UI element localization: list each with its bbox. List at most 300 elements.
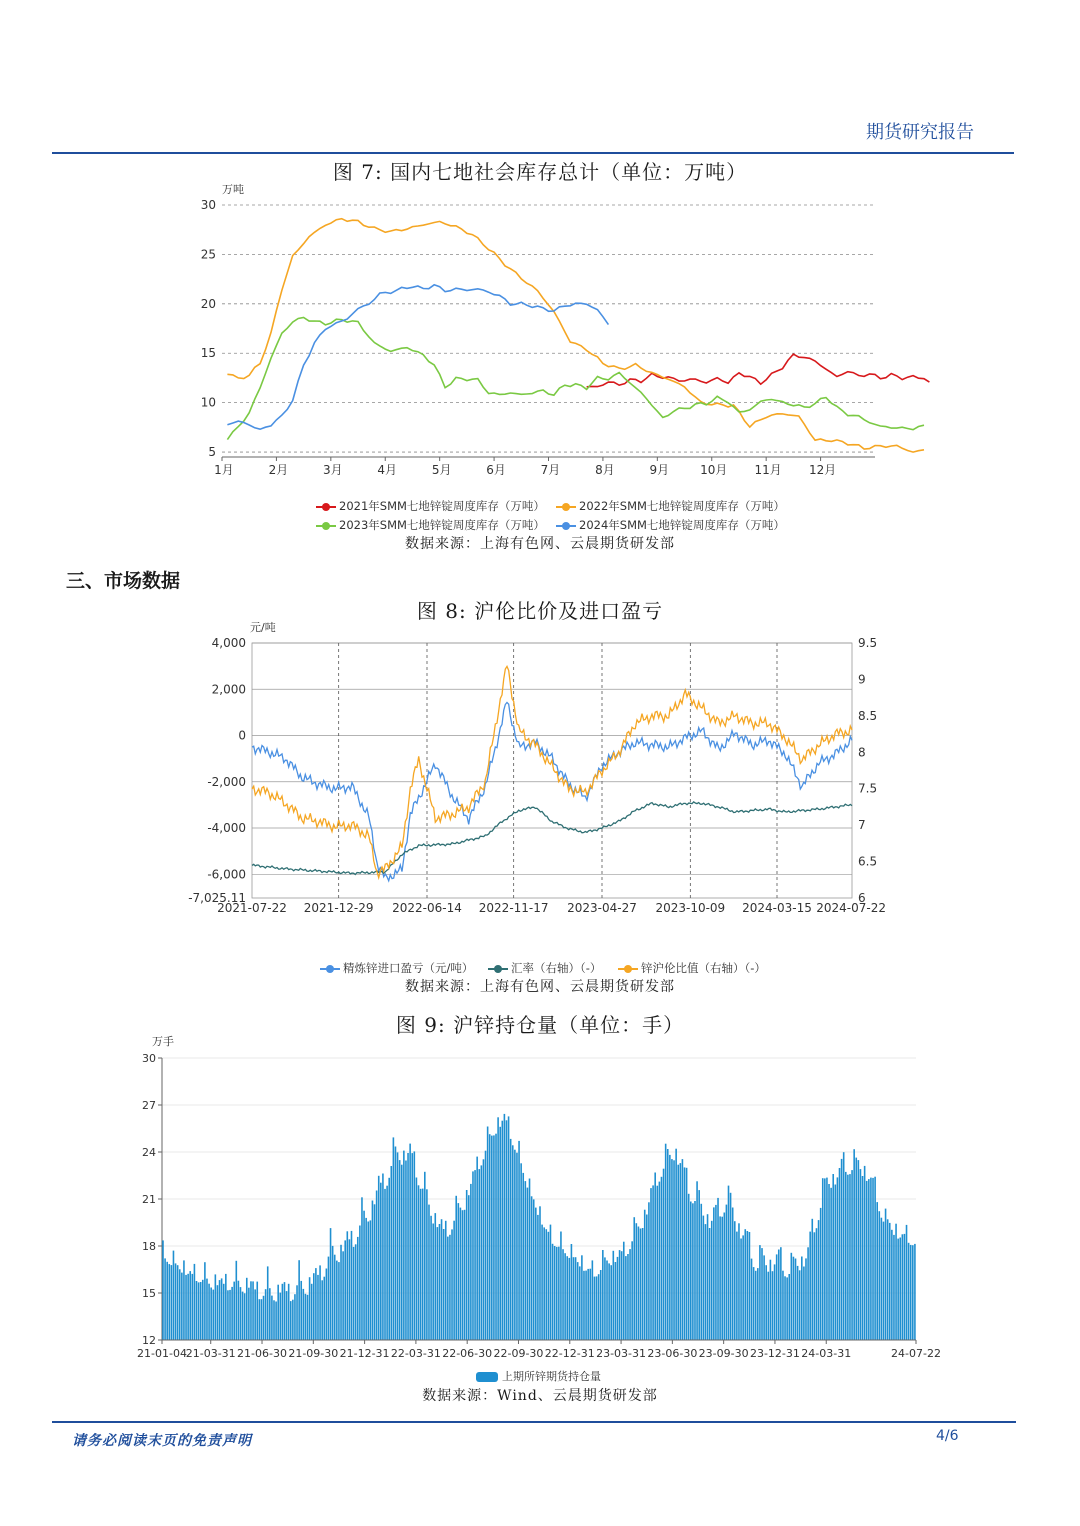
bar [581, 1255, 583, 1340]
bar [418, 1185, 420, 1340]
bar [782, 1271, 784, 1340]
bar [512, 1145, 514, 1340]
bar [566, 1256, 568, 1340]
legend-item-fx [488, 960, 601, 976]
bar [560, 1232, 562, 1341]
x-tick-label: 10月 [700, 463, 728, 477]
legend-marker [476, 1372, 498, 1382]
bar [715, 1205, 717, 1340]
figure-7-legend [0, 498, 1080, 538]
bar [541, 1225, 543, 1340]
bar [636, 1223, 638, 1340]
bar [550, 1225, 552, 1340]
series-line-2024 [227, 285, 608, 429]
bar [351, 1231, 353, 1340]
bar [432, 1224, 434, 1341]
bar [342, 1251, 344, 1340]
bar [594, 1277, 596, 1340]
bar [340, 1245, 342, 1340]
bar [198, 1282, 200, 1340]
bar [393, 1137, 395, 1340]
legend-marker [316, 521, 336, 530]
bar [399, 1160, 401, 1340]
bar [780, 1247, 782, 1340]
bar [596, 1276, 598, 1340]
y-tick-label: 27 [142, 1099, 156, 1112]
bar [533, 1199, 535, 1340]
bar [554, 1246, 556, 1340]
bar [726, 1205, 728, 1340]
y2-tick-label: 6.5 [858, 854, 878, 869]
legend-item-open-interest [476, 1368, 601, 1384]
bar [755, 1271, 757, 1340]
bar [447, 1237, 449, 1340]
bar [183, 1260, 185, 1340]
bar [791, 1253, 793, 1340]
bar [284, 1282, 286, 1340]
y2-tick-label: 8 [858, 745, 866, 760]
bar [717, 1198, 719, 1340]
bar [902, 1234, 904, 1340]
bar [244, 1293, 246, 1340]
bar [680, 1163, 682, 1340]
page-number: 4/6 [936, 1428, 959, 1444]
bar [261, 1299, 263, 1340]
bar [455, 1196, 457, 1340]
bar [491, 1136, 493, 1340]
x-tick-label: 23-03-31 [596, 1347, 647, 1360]
bar [221, 1278, 223, 1340]
header-title: 期货研究报告 [866, 122, 974, 143]
bar [602, 1250, 604, 1340]
bar [206, 1279, 208, 1340]
bar [384, 1189, 386, 1340]
bar [265, 1289, 267, 1340]
bar [460, 1208, 462, 1340]
bar [887, 1219, 889, 1340]
x-tick-label: 9月 [649, 463, 670, 477]
bar [696, 1181, 698, 1340]
bar [629, 1249, 631, 1340]
bar [615, 1262, 617, 1340]
legend-label: 2023年SMM七地锌锭周度库存（万吨） [339, 518, 545, 532]
bar [474, 1170, 476, 1340]
bar [711, 1221, 713, 1340]
bar [847, 1175, 849, 1340]
bar [587, 1269, 589, 1340]
figure-9-title: 图 9: 沪锌持仓量（单位：手） [395, 1013, 685, 1037]
bar [694, 1201, 696, 1340]
bar [256, 1282, 258, 1340]
bar [690, 1202, 692, 1341]
bar [414, 1151, 416, 1340]
y-tick-label: 10 [200, 395, 216, 410]
bar [344, 1240, 346, 1340]
bar [719, 1216, 721, 1340]
bar [164, 1258, 166, 1340]
bar [625, 1256, 627, 1340]
bar [493, 1135, 495, 1340]
bar [319, 1265, 321, 1340]
legend-marker [618, 964, 638, 973]
bar [405, 1161, 407, 1341]
x-tick-label: 2023-04-27 [567, 901, 637, 915]
figure-9-chart [0, 1032, 1080, 1362]
bar [420, 1189, 422, 1340]
bar [849, 1174, 851, 1340]
bar [514, 1150, 516, 1340]
bar [751, 1259, 753, 1340]
y-tick-label: 18 [142, 1240, 156, 1253]
bar [238, 1281, 240, 1340]
bar [747, 1231, 749, 1340]
bar [776, 1254, 778, 1340]
bar [543, 1227, 545, 1340]
bar [906, 1225, 908, 1340]
bar [439, 1224, 441, 1340]
figure-9-source: 数据来源：Wind、云晨期货研发部 [422, 1388, 658, 1404]
bar [489, 1134, 491, 1340]
bar [217, 1285, 219, 1340]
x-tick-label: 12月 [808, 463, 837, 477]
bar [732, 1208, 734, 1341]
bar [386, 1186, 388, 1340]
bar [537, 1215, 539, 1340]
bar [589, 1269, 591, 1340]
x-tick-label: 24-07-22 [891, 1347, 941, 1360]
bar [464, 1210, 466, 1340]
bar [478, 1169, 480, 1340]
y-tick-label: 5 [208, 445, 216, 460]
bar [462, 1210, 464, 1340]
bar [646, 1215, 648, 1341]
bar [610, 1265, 612, 1340]
bar [288, 1284, 290, 1340]
bar [194, 1264, 196, 1340]
bar [233, 1282, 235, 1340]
legend-label: 锌沪伦比值（右轴）（-） [641, 961, 766, 975]
bar [767, 1272, 769, 1340]
bar [661, 1177, 663, 1340]
bar [698, 1190, 700, 1340]
bar [807, 1247, 809, 1340]
bar [363, 1211, 365, 1340]
bar [853, 1149, 855, 1340]
bar [749, 1232, 751, 1340]
bar [390, 1166, 392, 1340]
legend-marker [316, 502, 336, 511]
bar [914, 1244, 916, 1340]
bar [361, 1197, 363, 1340]
bar [328, 1257, 330, 1340]
series-line-import-pnl [252, 703, 852, 881]
legend-marker [320, 964, 340, 973]
bar [271, 1296, 273, 1340]
bar [196, 1281, 198, 1340]
bar [621, 1251, 623, 1340]
bar [851, 1170, 853, 1340]
bar [656, 1186, 658, 1340]
bar [307, 1295, 309, 1340]
bar [619, 1250, 621, 1340]
bar [860, 1169, 862, 1340]
figure-7-source: 数据来源：上海有色网、云晨期货研发部 [405, 536, 675, 552]
bar [485, 1151, 487, 1340]
bar [692, 1203, 694, 1340]
legend-item-ratio [618, 960, 766, 976]
bar [359, 1226, 361, 1341]
bar [912, 1245, 914, 1340]
bar [677, 1165, 679, 1340]
bar [908, 1243, 910, 1340]
bar [215, 1274, 217, 1340]
bar [744, 1229, 746, 1340]
bar [703, 1216, 705, 1340]
y-axis-unit: 万吨 [222, 183, 244, 196]
bar [801, 1257, 803, 1341]
bar [564, 1253, 566, 1340]
x-tick-label: 3月 [323, 463, 343, 477]
bar [883, 1222, 885, 1340]
bar [814, 1232, 816, 1340]
bar [326, 1269, 328, 1341]
plot-frame [252, 643, 852, 898]
bar [552, 1244, 554, 1340]
bar [332, 1246, 334, 1340]
bar [617, 1257, 619, 1340]
y2-tick-label: 7.5 [858, 781, 878, 796]
bar [286, 1291, 288, 1340]
bar [774, 1264, 776, 1340]
legend-marker [488, 964, 508, 973]
bar [171, 1265, 173, 1340]
y-tick-label: 15 [200, 346, 216, 361]
bar [809, 1232, 811, 1340]
y-tick-label: 25 [200, 247, 216, 262]
y-tick-label: 30 [200, 198, 216, 212]
figure-8-chart [0, 616, 1080, 936]
bar [545, 1229, 547, 1340]
bar [437, 1227, 439, 1340]
bar [897, 1239, 899, 1340]
bar [665, 1144, 667, 1340]
bar [667, 1149, 669, 1340]
legend-label: 汇率（右轴）（-） [511, 961, 602, 975]
bar [757, 1268, 759, 1340]
legend-marker [556, 521, 576, 530]
x-tick-label: 21-01-04 [137, 1347, 187, 1360]
bar [797, 1266, 799, 1340]
y-tick-label: 24 [142, 1146, 156, 1159]
bar [654, 1173, 656, 1341]
series-line-ratio [252, 666, 852, 877]
bar [508, 1116, 510, 1340]
legend-item-2023 [316, 517, 545, 533]
x-tick-label: 21-03-31 [185, 1347, 236, 1360]
bar [759, 1245, 761, 1340]
bar [652, 1185, 654, 1340]
bar [606, 1261, 608, 1341]
bar [231, 1287, 233, 1340]
bar [472, 1171, 474, 1340]
bar [895, 1224, 897, 1340]
bar [556, 1247, 558, 1340]
bar [162, 1240, 164, 1340]
bar [638, 1227, 640, 1341]
x-tick-label: 2023-10-09 [655, 901, 726, 915]
bar [250, 1281, 252, 1340]
bar [259, 1299, 261, 1340]
y2-tick-label: 8.5 [858, 708, 878, 723]
x-tick-label: 2024-07-22 [816, 901, 886, 915]
bar [388, 1178, 390, 1340]
legend-label: 2021年SMM七地锌锭周度库存（万吨） [339, 499, 545, 513]
x-tick-label: 23-09-30 [698, 1347, 749, 1360]
bar [862, 1176, 864, 1340]
bar [236, 1261, 238, 1340]
bar [407, 1153, 409, 1340]
bar [688, 1194, 690, 1340]
bar [334, 1255, 336, 1340]
bar [401, 1165, 403, 1340]
x-tick-label: 2022-11-17 [478, 901, 549, 915]
bar [497, 1117, 499, 1340]
x-tick-label: 22-09-30 [493, 1347, 544, 1360]
bar [675, 1149, 677, 1340]
series-line-fx [252, 802, 852, 875]
bar [380, 1183, 382, 1340]
bar [858, 1160, 860, 1340]
x-tick-label: 7月 [540, 463, 561, 477]
bar [548, 1232, 550, 1340]
bar [277, 1285, 279, 1340]
bar [223, 1284, 225, 1340]
bar [879, 1211, 881, 1340]
bar [181, 1273, 183, 1340]
x-tick-label: 2024-03-15 [742, 901, 812, 915]
bar [663, 1169, 665, 1340]
bar [671, 1159, 673, 1340]
y2-tick-label: 9.5 [858, 636, 878, 650]
bar [246, 1278, 248, 1340]
x-tick-label: 22-06-30 [442, 1347, 493, 1360]
bar [504, 1114, 506, 1340]
bar [525, 1181, 527, 1340]
footer-disclaimer: 请务必阅读末页的免责声明 [72, 1433, 252, 1449]
bar [200, 1282, 202, 1340]
bar [826, 1178, 828, 1340]
bar [275, 1302, 277, 1341]
bar [707, 1214, 709, 1340]
bar [868, 1179, 870, 1340]
figure-9-legend [0, 1368, 1080, 1386]
y2-tick-label: 9 [858, 672, 866, 687]
legend-marker [556, 502, 576, 511]
bar [669, 1155, 671, 1340]
bar [187, 1274, 189, 1340]
bar [336, 1261, 338, 1340]
bar [736, 1232, 738, 1340]
bar [495, 1134, 497, 1340]
bar [784, 1276, 786, 1340]
bar [453, 1221, 455, 1340]
bar [208, 1284, 210, 1340]
bar [395, 1147, 397, 1341]
bar [422, 1189, 424, 1340]
bar [604, 1257, 606, 1340]
bar [700, 1204, 702, 1340]
bar [267, 1266, 269, 1340]
bar [872, 1178, 874, 1340]
bar [828, 1184, 830, 1340]
bar [202, 1280, 204, 1340]
bar [795, 1259, 797, 1341]
bar [242, 1292, 244, 1340]
x-tick-label: 11月 [754, 463, 782, 477]
bar [904, 1234, 906, 1340]
x-tick-label: 6月 [486, 463, 506, 477]
bar [173, 1251, 175, 1340]
x-tick-label: 5月 [431, 463, 452, 477]
bar [502, 1121, 504, 1340]
bar [761, 1248, 763, 1340]
bar [353, 1247, 355, 1340]
bar [562, 1249, 564, 1340]
bar [585, 1271, 587, 1340]
bar [516, 1153, 518, 1340]
bar [893, 1235, 895, 1340]
x-tick-label: 23-06-30 [647, 1347, 698, 1360]
bar [648, 1202, 650, 1340]
bar [535, 1208, 537, 1340]
y-tick-label: 20 [200, 296, 216, 311]
bar [468, 1195, 470, 1340]
bar [598, 1274, 600, 1340]
x-tick-label: 21-12-31 [339, 1347, 390, 1360]
bar [311, 1284, 313, 1340]
bar [185, 1275, 187, 1340]
y-tick-label: -6,000 [207, 867, 246, 882]
bar [728, 1186, 730, 1340]
bar [845, 1172, 847, 1340]
bar [397, 1152, 399, 1340]
figure-7-chart [0, 175, 1080, 495]
bar [466, 1190, 468, 1340]
bar [210, 1288, 212, 1341]
bar [830, 1188, 832, 1340]
bar [269, 1288, 271, 1340]
bar [225, 1274, 227, 1340]
bar [763, 1255, 765, 1340]
bar [338, 1262, 340, 1340]
x-tick-label: 21-09-30 [288, 1347, 339, 1360]
legend-item-2021 [316, 498, 545, 514]
bar [772, 1271, 774, 1340]
x-tick-label: 2021-12-29 [303, 901, 374, 915]
bar [824, 1178, 826, 1340]
bar [730, 1193, 732, 1340]
bar [313, 1273, 315, 1340]
bar [608, 1263, 610, 1340]
bar [889, 1223, 891, 1340]
bar [252, 1281, 254, 1340]
bar [765, 1265, 767, 1340]
y-axis-unit: 万手 [152, 1035, 174, 1048]
bar [803, 1267, 805, 1341]
bar [382, 1174, 384, 1341]
bar [292, 1300, 294, 1340]
bar [659, 1182, 661, 1340]
